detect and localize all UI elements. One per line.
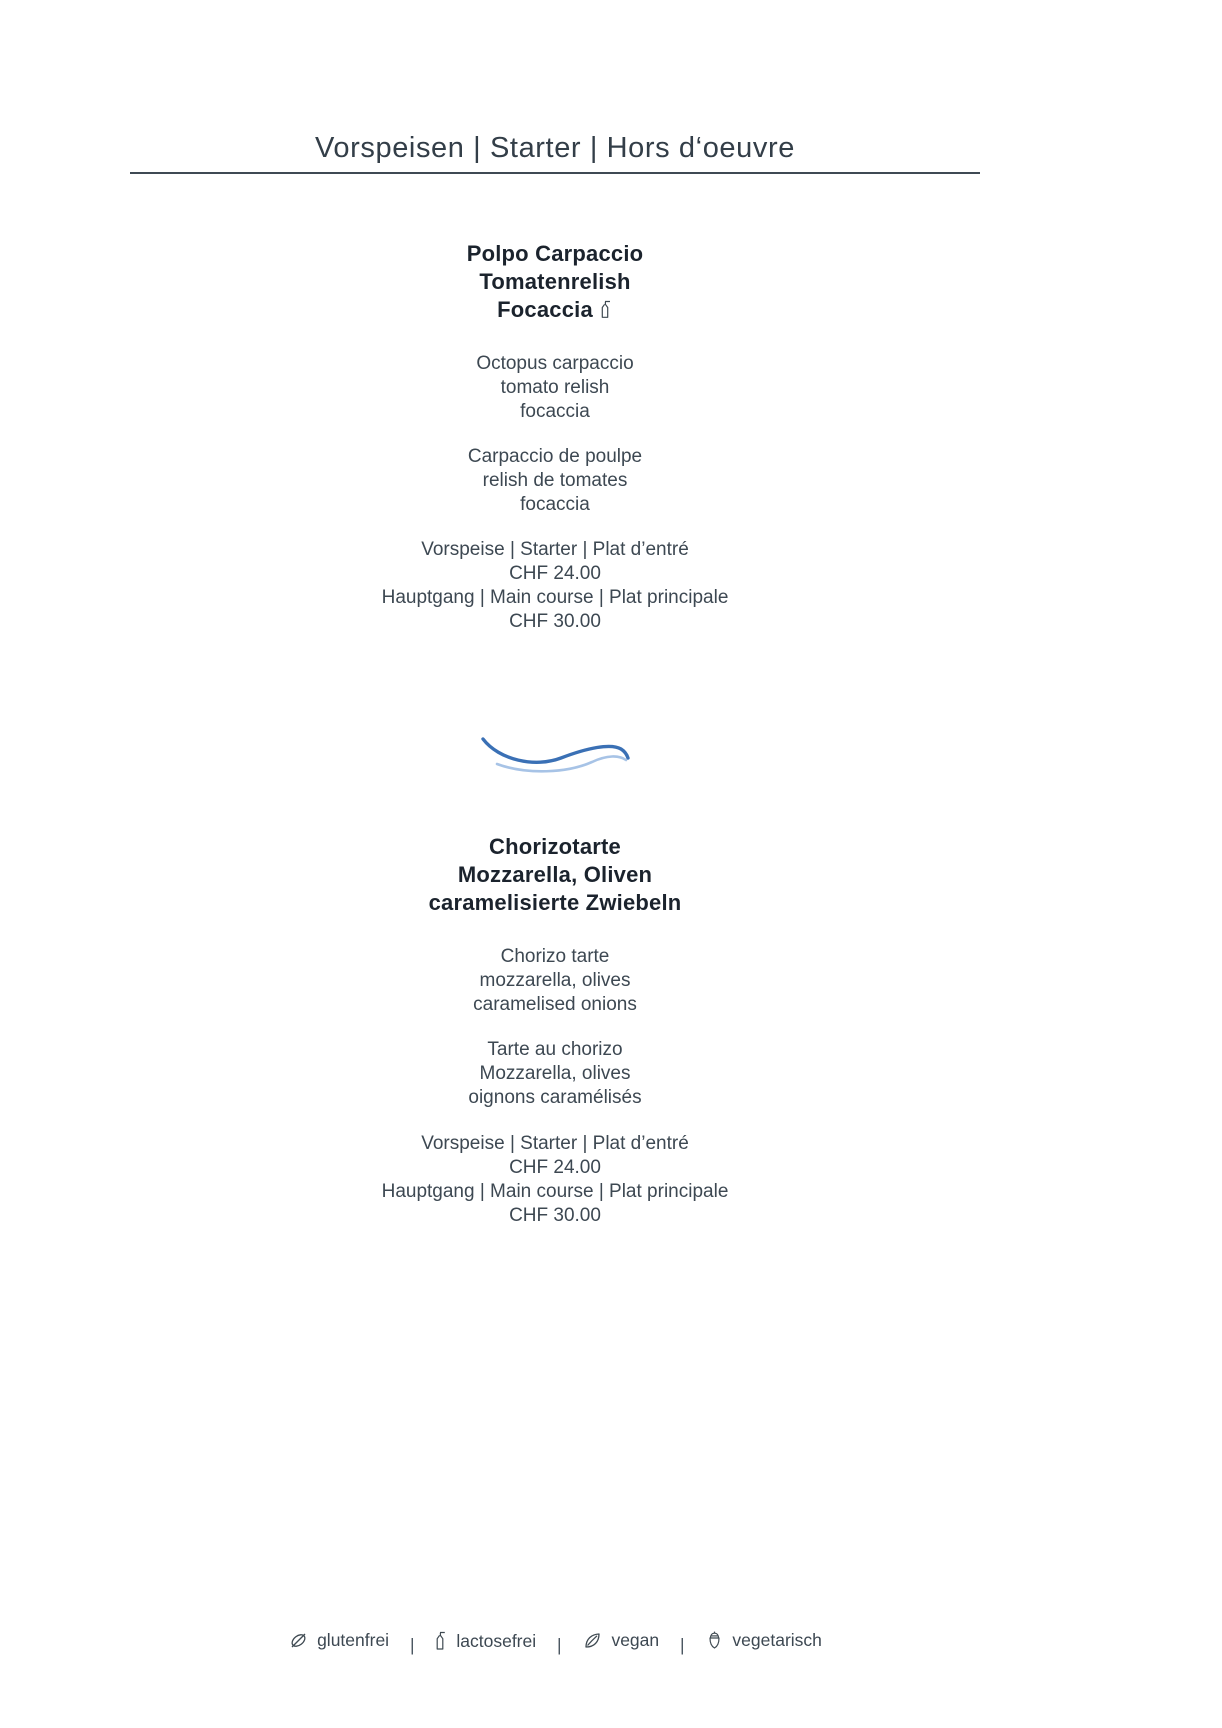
main-price-value: CHF 30.00 [509,1205,601,1226]
wave-dark-stroke [483,739,628,762]
legend-label: lactosefrei [456,1630,537,1651]
description-line: Octopus carpaccio [476,353,634,374]
main-price-value: CHF 30.00 [509,611,601,632]
item-title [130,240,980,326]
item-prices [130,538,980,634]
starter-price-value: CHF 24.00 [509,563,601,584]
allergen-legend [130,1630,980,1656]
item-description-fr [130,1038,980,1110]
menu-item-polpo-carpaccio [130,240,980,634]
item-title-line [130,296,980,326]
title-divider [130,172,980,174]
item-title-text: Focaccia [497,297,593,322]
menu-content [130,0,980,1228]
legend-label: glutenfrei [317,1630,390,1650]
description-line: tomato relish [500,377,610,398]
section-title: Vorspeisen | Starter | Hors d‘oeuvre [315,132,795,164]
description-line: oignons caramélisés [468,1087,642,1108]
main-price-label: Hauptgang | Main course | Plat principale [381,1181,729,1202]
description-line: focaccia [520,494,590,515]
menu-item-chorizotarte [130,833,980,1228]
legend-glutenfrei [288,1630,389,1651]
main-price-label: Hauptgang | Main course | Plat principale [381,587,729,608]
description-line: Carpaccio de poulpe [467,446,643,467]
item-title-line: Polpo Carpaccio [466,241,644,266]
item-title-line: Tomatenrelish [479,269,631,294]
item-title-line: caramelisierte Zwiebeln [428,890,682,915]
starter-price-label: Vorspeise | Starter | Plat d’entré [421,539,689,560]
legend-label: vegetarisch [732,1630,822,1650]
legend-separator: | [680,1635,685,1655]
description-line: Chorizo tarte [500,946,610,967]
item-title-line: Mozzarella, Oliven [457,862,653,887]
description-line: caramelised onions [473,994,637,1015]
starter-price-label: Vorspeise | Starter | Plat d’entré [421,1133,689,1154]
glutenfrei-icon [288,1630,309,1651]
legend-vegetarisch [705,1630,822,1651]
lactosefrei-icon [435,1631,448,1651]
vegetarisch-icon [705,1630,724,1651]
item-title-line: Chorizotarte [489,834,621,859]
legend-vegan [582,1630,659,1651]
legend-lactosefrei [435,1631,536,1652]
legend-separator: | [557,1635,562,1655]
section-header [130,0,980,174]
item-description-en [130,352,980,424]
item-description-en [130,945,980,1017]
description-line: Tarte au chorizo [487,1039,623,1060]
item-prices [130,1132,980,1228]
description-line: relish de tomates [482,470,628,491]
legend-label: vegan [611,1630,660,1650]
wave-divider [130,732,980,776]
description-line: focaccia [520,401,590,422]
starter-price-value: CHF 24.00 [509,1157,601,1178]
lactosefrei-icon [600,298,613,326]
description-line: Mozzarella, olives [479,1063,631,1084]
description-line: mozzarella, olives [479,970,631,991]
item-description-fr [130,445,980,517]
vegan-icon [582,1630,603,1651]
legend-separator: | [409,1635,415,1655]
item-title [130,833,980,917]
